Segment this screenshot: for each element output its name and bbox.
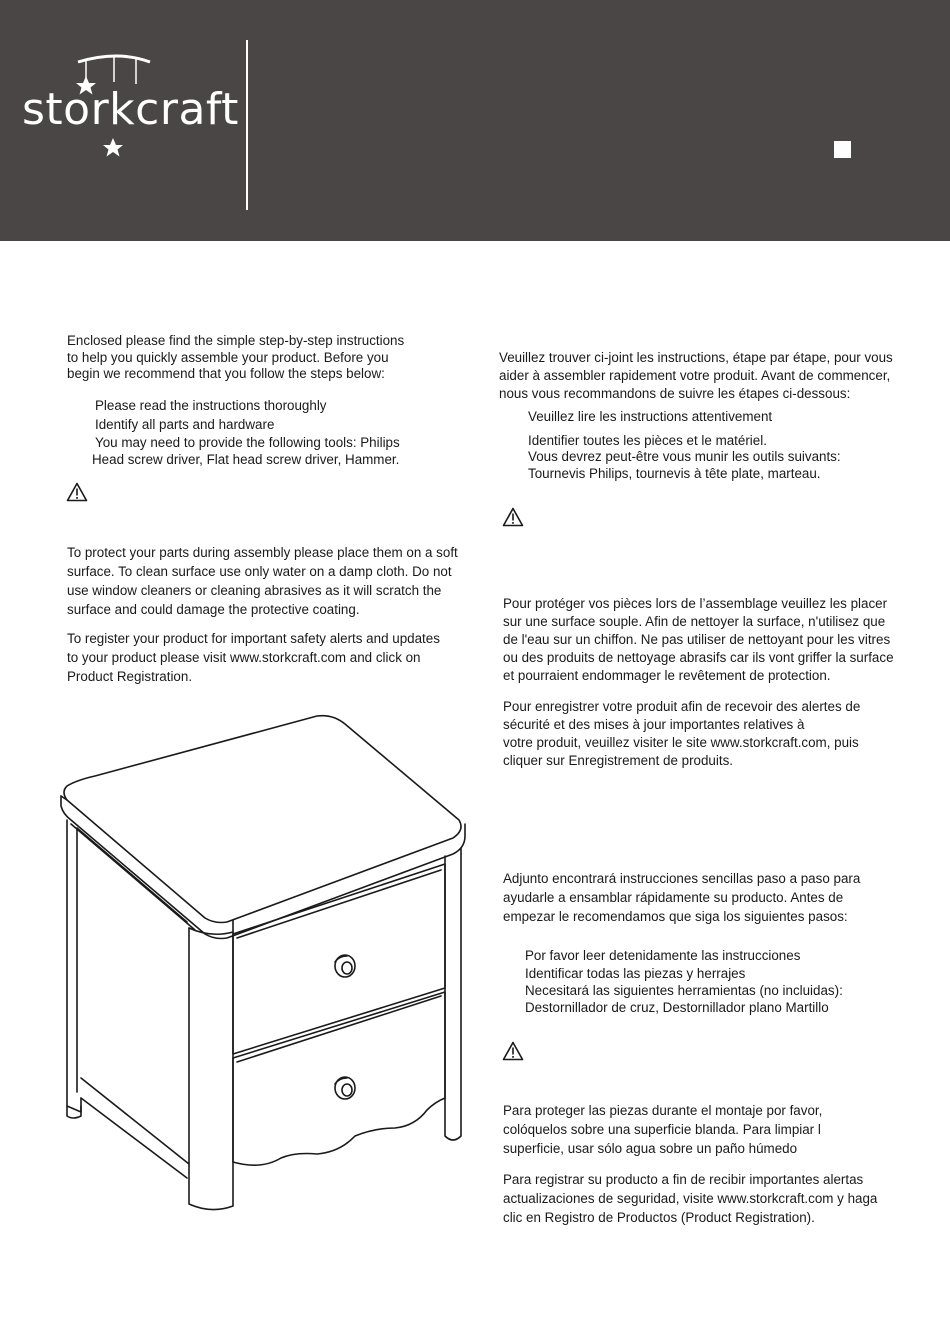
french-register-text: Pour enregistrer votre produit afin de recevoir des alertes de sécurité et des mises à jour importantes relatives à votre produit, veuillez visiter le site www.storkcraft.com, puis cliquer sur Enregistrement de produits. bbox=[503, 699, 861, 768]
header-square-mark bbox=[834, 141, 851, 158]
french-care-text: Pour protéger vos pièces lors de l’assemblage veuillez les placer sur une surface souple. Afin de nettoyer la surface, n'utilisez que de l'eau sur un chiffon. Ne pas utiliser de nettoyant pour les vitres ou des produits de nettoyage abrasifs car ils vont griffer la surface et pourraient endommager le revêtement de protection. bbox=[503, 596, 894, 683]
brand-wordmark: storkcraft bbox=[22, 84, 239, 135]
spanish-intro: Adjunto encontrará instrucciones sencillas paso a paso para ayudarle a ensamblar rápidamente su producto. Antes de empezar le recomendamos que siga los siguientes pasos: bbox=[503, 871, 861, 924]
spanish-care-text: Para proteger las piezas durante el montaje por favor, colóquelos sobre una superficie blanda. Para limpiar l superficie, usar sólo agua sobre un paño húmedo bbox=[503, 1103, 823, 1156]
english-steps: Please read the instructions thoroughly Identify all parts and hardware You may need to provide the following tools: Philips Head screw driver, Flat head screw driver, Hammer. bbox=[92, 398, 400, 467]
english-register-text: To register your product for important safety alerts and updates to your product please visit www.storkcraft.com and click on Product Registration. bbox=[67, 631, 440, 684]
english-care-text: To protect your parts during assembly please place them on a soft surface. To clean surface use only water on a damp cloth. Do not use window cleaners or cleaning abrasives as it will scratch the surface and could damage the protective coating. bbox=[67, 545, 458, 617]
header-divider bbox=[246, 40, 248, 210]
french-steps: Veuillez lire les instructions attentivement Identifier toutes les pièces et le matériel. Vous devrez peut-être vous munir les outils suivants: Tournevis Philips, tournevis à tête plate, marteau. bbox=[528, 409, 841, 481]
warning-triangle-icon bbox=[66, 482, 88, 502]
spanish-register-text: Para registrar su producto a fin de recibir importantes alertas actualizaciones de seguridad, visite www.storkcraft.com y haga clic en Registro de Productos (Product Registration). bbox=[503, 1172, 878, 1225]
warning-triangle-icon bbox=[502, 1041, 524, 1061]
warning-triangle-icon bbox=[502, 507, 524, 527]
header-banner bbox=[0, 0, 950, 241]
spanish-steps: Por favor leer detenidamente las instrucciones Identificar todas las piezas y herrajes Necesitará las siguientes herramientas (no incluidas): Destornillador de cruz, Destornillador plano Martillo bbox=[525, 948, 843, 1015]
english-intro: Enclosed please find the simple step-by-step instructions to help you quickly assemble your product. Before you begin we recommend that you follow the steps below: bbox=[67, 333, 405, 381]
nightstand-illustration bbox=[55, 708, 475, 1218]
french-intro: Veuillez trouver ci-joint les instructions, étape par étape, pour vous aider à assembler rapidement votre produit. Avant de commencer, nous vous recommandons de suivre les étapes ci-dessous: bbox=[499, 350, 893, 401]
